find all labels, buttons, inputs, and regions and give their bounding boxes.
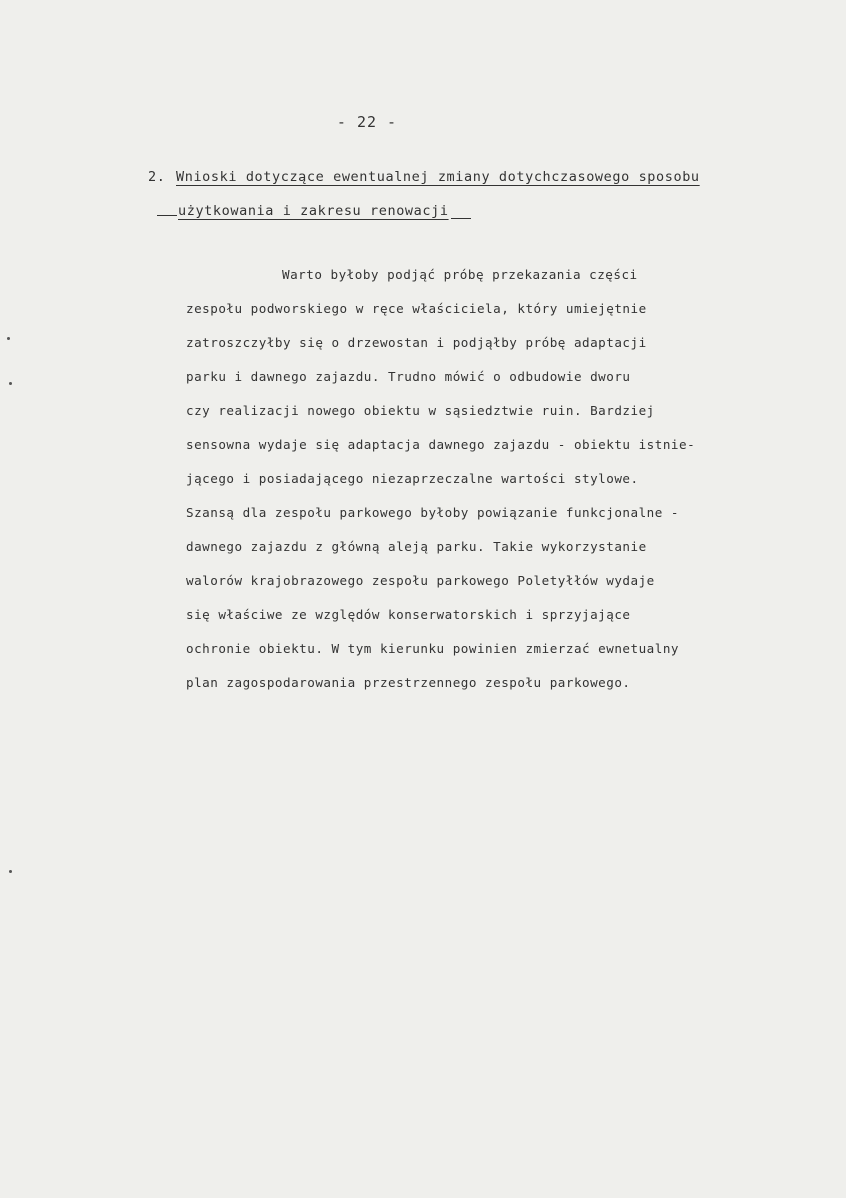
body-line: jącego i posiadającego niezaprzeczalne wartości stylowe. — [186, 471, 639, 486]
body-line: czy realizacji nowego obiektu w sąsiedztwie ruin. Bardziej — [186, 403, 655, 418]
body-line: Warto byłoby podjąć próbę przekazania części — [282, 267, 638, 282]
body-line: Szansą dla zespołu parkowego byłoby powiązanie funkcjonalne - — [186, 505, 680, 520]
scan-mark — [9, 382, 12, 385]
body-line: dawnego zajazdu z główną aleją parku. Takie wykorzystanie — [186, 539, 647, 554]
body-line: ochronie obiektu. W tym kierunku powinien zmierzać ewnetualny — [186, 641, 680, 656]
body-paragraph — [186, 258, 826, 700]
body-line: zatroszczyłby się o drzewostan i podjąłby próbę adaptacji — [186, 335, 647, 350]
heading-line-2: użytkowania i zakresu renowacji — [148, 194, 828, 228]
heading-line-1: Wnioski dotyczące ewentualnej zmiany dotychczasowego sposobu — [176, 169, 700, 185]
body-line: się właściwe ze względów konserwatorskich i sprzyjające — [186, 607, 631, 622]
body-line: parku i dawnego zajazdu. Trudno mówić o odbudowie dworu — [186, 369, 631, 384]
body-line: plan zagospodarowania przestrzennego zespołu parkowego. — [186, 675, 631, 690]
section-heading — [148, 160, 828, 228]
scan-mark — [9, 870, 12, 873]
page-number: - 22 - — [336, 113, 398, 131]
body-line: zespołu podworskiego w ręce właściciela, który umiejętnie — [186, 301, 647, 316]
body-line: sensowna wydaje się adaptacja dawnego zajazdu - obiektu istnie- — [186, 437, 696, 452]
heading-number: 2. — [148, 169, 166, 185]
scan-mark — [7, 337, 10, 340]
body-line: walorów krajobrazowego zespołu parkowego Poletyłłów wydaje — [186, 573, 655, 588]
